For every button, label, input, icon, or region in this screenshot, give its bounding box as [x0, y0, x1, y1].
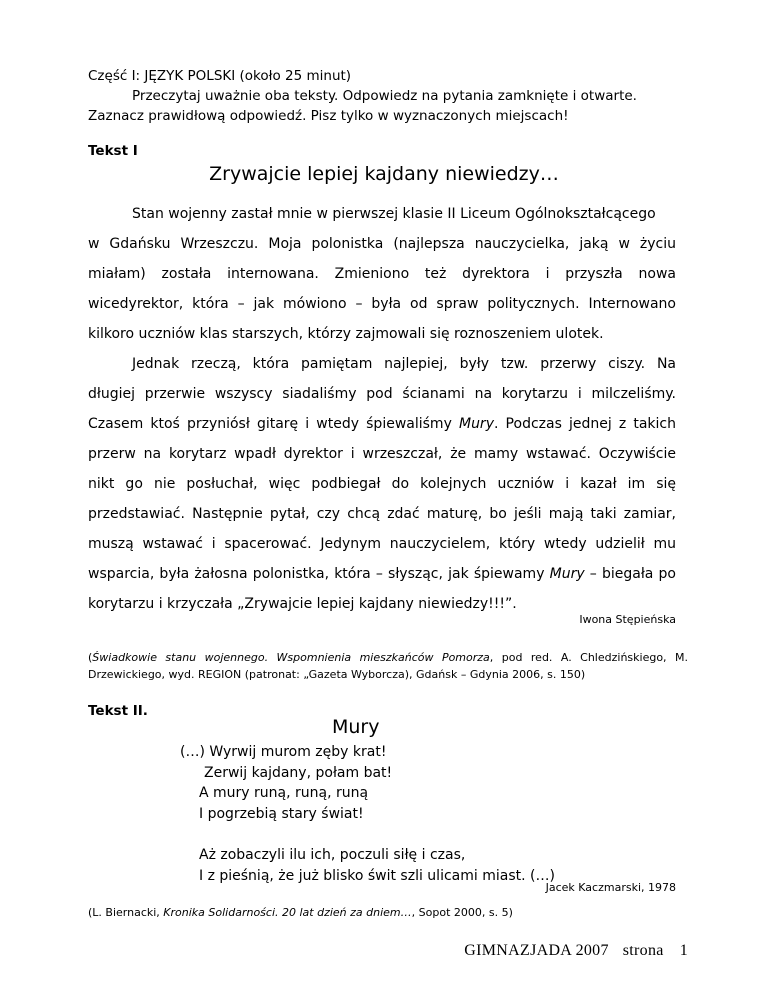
- text-1-source: [88, 649, 688, 683]
- instruction-line: Przeczytaj uważnie oba teksty. Odpowiedz na pytania zamknięte i otwarte.: [132, 88, 637, 104]
- source-title: Świadkowie stanu wojennego. Wspomnienia mieszkańców Pomorza: [92, 651, 490, 664]
- footer-event: GIMNAZJADA 2007: [464, 942, 609, 959]
- song-title: Mury: [458, 416, 494, 432]
- song-title: Mury: [549, 566, 585, 582]
- source-part: (: [88, 651, 93, 664]
- text-2-label: Tekst II.: [88, 703, 148, 719]
- text-1-author: Iwona Stępieńska: [579, 613, 676, 626]
- paragraph-line: w Gdańsku Wrzeszczu. Moja polonistka (najlepsza nauczycielka, jaką w życiu: [88, 236, 676, 252]
- page-footer: [464, 942, 688, 960]
- paragraph-line: długiej przerwie wszyscy siadaliśmy pod ścianami na korytarzu i milczeliśmy.: [88, 386, 676, 402]
- footer-page-word: strona: [622, 942, 664, 959]
- text-1-title-text: Zrywajcie lepiej kajdany niewiedzy…: [209, 163, 559, 185]
- line-part: wsparcia, była żałosna polonistka, która – słysząc, jak śpiewamy: [88, 566, 550, 582]
- text-2-title: Mury: [332, 716, 380, 738]
- line-part: . Podczas jednej z takich: [493, 416, 676, 432]
- poem-line: I pogrzebią stary świat!: [199, 805, 364, 822]
- paragraph-line: korytarzu i krzyczała „Zrywajcie lepiej kajdany niewiedzy!!!”.: [88, 596, 517, 612]
- line-part: – biegała po: [584, 566, 676, 582]
- text-2-author: Jacek Kaczmarski, 1978: [545, 881, 676, 894]
- paragraph-line: miałam) została internowana. Zmieniono też dyrektora i przyszła nowa: [88, 266, 676, 282]
- text-1-title: [0, 163, 768, 185]
- source-part: (L. Biernacki,: [88, 906, 164, 919]
- paragraph-line: Stan wojenny zastał mnie w pierwszej klasie II Liceum Ogólnokształcącego: [132, 206, 656, 222]
- paragraph-line: [88, 559, 676, 589]
- paragraph-line: kilkoro uczniów klas starszych, którzy zajmowali się roznoszeniem ulotek.: [88, 326, 604, 342]
- paragraph-line: przerw na korytarz wpadł dyrektor i wrzeszczał, że mamy wstawać. Oczywiście: [88, 446, 676, 462]
- poem-line: A mury runą, runą, runą: [199, 785, 369, 801]
- source-part: , pod red. A. Chledzińskiego, M. Drzewickiego, wyd. REGION (patronat: „Gazeta Wyborcza), Gdańsk – Gdynia 2006, s. 150): [88, 651, 688, 681]
- poem-line: I z pieśnią, że już blisko świt szli ulicami miast. (…): [199, 867, 555, 884]
- instructions: [88, 66, 688, 126]
- source-part: , Sopot 2000, s. 5): [411, 906, 513, 919]
- instruction-line: Zaznacz prawidłową odpowiedź. Pisz tylko w wyznaczonych miejscach!: [88, 108, 569, 124]
- line-part: Czasem ktoś przyniósł gitarę i wtedy śpiewaliśmy: [88, 416, 459, 432]
- poem-line: (…) Wyrwij murom zęby krat!: [180, 744, 387, 760]
- paragraph-line: [88, 409, 676, 439]
- paragraph-line: Jednak rzeczą, która pamiętam najlepiej, były tzw. przerwy ciszy. Na: [132, 356, 676, 372]
- poem-stanza: [199, 845, 555, 886]
- paragraph-line: wicedyrektor, która – jak mówiono – była od spraw politycznych. Internowano: [88, 296, 676, 312]
- poem-stanza: [180, 742, 392, 824]
- text-2-source: [88, 906, 513, 919]
- poem-line: Aż zobaczyli ilu ich, poczuli siłę i czas,: [199, 847, 466, 863]
- page-number: 1: [679, 942, 688, 959]
- paragraph-line: nikt go nie posłuchał, więc podbiegał do kolejnych uczniów i kazał im się: [88, 476, 676, 492]
- text-1-body: [88, 199, 676, 619]
- paragraph-line: muszą wstawać i spacerować. Jedynym nauczycielem, który wtedy udzielił mu: [88, 536, 676, 552]
- poem-line: Zerwij kajdany, połam bat!: [204, 764, 393, 781]
- paragraph-line: przedstawiać. Następnie pytał, czy chcą zdać maturę, bo jeśli mają taki zamiar,: [88, 506, 676, 522]
- section-heading: Część I: JĘZYK POLSKI (około 25 minut): [88, 68, 352, 84]
- source-title: Kronika Solidarności. 20 lat dzień za dniem…: [163, 906, 412, 919]
- text-1-label: Tekst I: [88, 143, 138, 159]
